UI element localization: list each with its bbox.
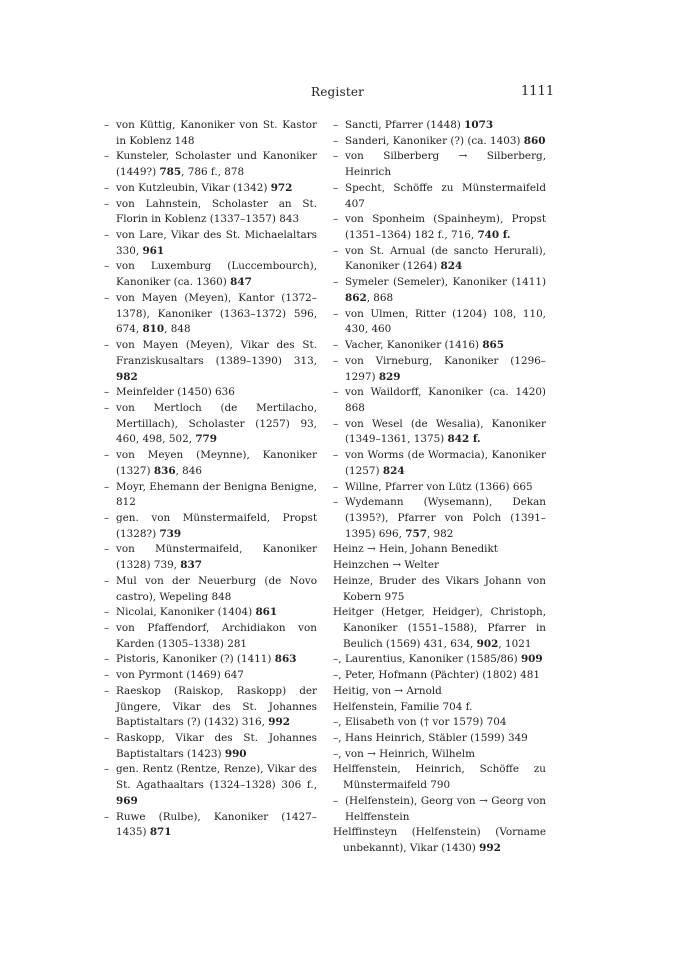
entry-text: Raeskop (Raiskop, Raskopp) der Jüngere, Vikar des St. Johannes Baptistaltars (?) (1432) 316, 992 bbox=[116, 684, 317, 729]
entry-text: Specht, Schöffe zu Münstermaifeld 407 bbox=[345, 181, 546, 210]
index-entry bbox=[104, 762, 317, 809]
entry-dash: –, bbox=[333, 716, 342, 729]
entry-dash: –, bbox=[333, 669, 342, 682]
entry-text: Nicolai, Kanoniker (1404) 861 bbox=[116, 606, 278, 619]
index-entry bbox=[333, 385, 546, 416]
index-entry bbox=[104, 385, 317, 401]
index-entry bbox=[104, 731, 317, 762]
entry-text: Meinfelder (1450) 636 bbox=[116, 386, 235, 399]
index-entry bbox=[104, 197, 317, 228]
index-entry bbox=[333, 307, 546, 338]
index-entry bbox=[333, 558, 546, 574]
entry-dash: – bbox=[104, 810, 110, 823]
index-entry bbox=[104, 181, 317, 197]
entry-text: Laurentius, Kanoniker (1585/86) 909 bbox=[345, 653, 543, 666]
index-entry bbox=[333, 417, 546, 448]
entry-text: Sancti, Pfarrer (1448) 1073 bbox=[345, 119, 494, 131]
entry-text: Pistoris, Kanoniker (?) (1411) 863 bbox=[116, 653, 297, 666]
entry-dash: – bbox=[104, 606, 110, 619]
entry-text: von Luxemburg (Luccembourch), Kanoniker (ca. 1360) 847 bbox=[116, 260, 317, 289]
entry-dash: – bbox=[104, 119, 110, 131]
entry-dash: – bbox=[104, 511, 110, 524]
entry-dash: –, bbox=[333, 653, 342, 666]
index-entry bbox=[333, 495, 546, 542]
index-entry bbox=[333, 181, 546, 212]
index-entry bbox=[333, 448, 546, 479]
entry-dash: –, bbox=[333, 747, 342, 760]
index-entry bbox=[104, 810, 317, 841]
index-entry bbox=[104, 511, 317, 542]
index-entry bbox=[333, 747, 546, 763]
entry-dash: – bbox=[104, 622, 110, 634]
entry-text: gen. Rentz (Rentze, Renze), Vikar des St. Agathaaltars (1324–1328) 306 f., 969 bbox=[116, 763, 317, 807]
index-entry bbox=[104, 338, 317, 385]
entry-text: Raskopp, Vikar des St. Johannes Baptistaltars (1423) 990 bbox=[116, 732, 317, 760]
entry-text: Helffenstein, Heinrich, Schöffe zu Münstermaifeld 790 bbox=[333, 763, 546, 792]
entry-dash: – bbox=[333, 480, 339, 493]
entry-dash: – bbox=[104, 763, 110, 776]
entry-text: Helfenstein, Familie 704 f. bbox=[333, 700, 473, 713]
index-entry bbox=[333, 794, 546, 825]
index-entry bbox=[104, 605, 317, 621]
entry-dash: – bbox=[104, 732, 110, 745]
entry-dash: – bbox=[333, 213, 339, 226]
index-entry bbox=[333, 542, 546, 558]
entry-text: von Lare, Vikar des St. Michaelaltars 330, 961 bbox=[116, 229, 317, 257]
entry-text: Peter, Hofmann (Pächter) (1802) 481 bbox=[345, 669, 540, 682]
entry-dash: – bbox=[104, 386, 110, 399]
entry-dash: – bbox=[104, 684, 110, 697]
entry-dash: – bbox=[104, 291, 110, 304]
entry-text: Heinz → Hein, Johann Benedikt bbox=[333, 543, 498, 556]
entry-dash: – bbox=[104, 197, 110, 210]
entry-text: von Virneburg, Kanoniker (1296–1297) 829 bbox=[345, 354, 546, 383]
entry-dash: – bbox=[104, 181, 110, 194]
index-entry bbox=[104, 149, 317, 180]
entry-text: von Sponheim (Spainheym), Propst (1351–1364) 182 f., 716, 740 f. bbox=[345, 213, 546, 242]
entry-dash: – bbox=[104, 653, 110, 666]
index-entry bbox=[104, 668, 317, 684]
entry-dash: – bbox=[104, 669, 110, 682]
index-entry bbox=[104, 684, 317, 731]
index-entry bbox=[104, 291, 317, 338]
entry-text: Heinze, Bruder des Vikars Johann von Kobern 975 bbox=[333, 574, 546, 603]
entry-text: Wydemann (Wysemann), Dekan (1395?), Pfarrer von Polch (1391–1395) 696, 757, 982 bbox=[345, 496, 546, 540]
entry-text: Heitig, von → Arnold bbox=[333, 684, 442, 697]
entry-dash: – bbox=[333, 119, 339, 131]
index-entry bbox=[333, 605, 546, 652]
entry-text: Mul von der Neuerburg (de Novo castro), Wepeling 848 bbox=[116, 574, 317, 603]
entry-dash: – bbox=[333, 449, 339, 462]
index-entry bbox=[333, 700, 546, 716]
entry-text: Elisabeth von († vor 1579) 704 bbox=[345, 716, 507, 729]
entry-dash: – bbox=[333, 244, 339, 257]
entry-text: von Waildorff, Kanoniker (ca. 1420) 868 bbox=[345, 386, 546, 414]
entry-text: von Küttig, Kanoniker von St. Kastor in Koblenz 148 bbox=[116, 119, 317, 147]
entry-text: von St. Arnual (de sancto Herurali), Kanoniker (1264) 824 bbox=[345, 244, 546, 273]
entry-text: von Pyrmont (1469) 647 bbox=[116, 669, 244, 682]
index-entry bbox=[104, 652, 317, 668]
entry-text: Moyr, Ehemann der Benigna Benigne, 812 bbox=[116, 480, 317, 509]
entry-text: Helffinsteyn (Helfenstein) (Vorname unbekannt), Vikar (1430) 992 bbox=[333, 826, 546, 855]
index-entry bbox=[333, 574, 546, 605]
index-entry bbox=[333, 652, 546, 668]
entry-text: Heinzchen → Welter bbox=[333, 559, 439, 572]
index-column-left bbox=[104, 118, 317, 841]
index-entry bbox=[104, 118, 317, 149]
entry-dash: – bbox=[104, 150, 110, 163]
index-entry bbox=[333, 149, 546, 180]
entry-text: von Worms (de Wormacia), Kanoniker (1257) 824 bbox=[345, 449, 546, 477]
entry-text: von Silberberg → Silberberg, Heinrich bbox=[345, 150, 546, 179]
entry-dash: – bbox=[104, 449, 110, 462]
entry-text: von Lahnstein, Scholaster an St. Florin in Koblenz (1337–1357) 843 bbox=[116, 197, 317, 226]
index-entry bbox=[333, 762, 546, 793]
index-entry bbox=[104, 574, 317, 605]
index-entry bbox=[333, 684, 546, 700]
entry-text: Symeler (Semeler), Kanoniker (1411) 862, 868 bbox=[345, 276, 546, 304]
entry-text: von Kutzleubin, Vikar (1342) 972 bbox=[116, 181, 293, 194]
entry-text: von Meyen (Meynne), Kanoniker (1327) 836, 846 bbox=[116, 449, 317, 477]
entry-dash: – bbox=[104, 339, 110, 352]
running-title: Register bbox=[311, 85, 365, 99]
entry-text: Hans Heinrich, Stäbler (1599) 349 bbox=[345, 732, 528, 745]
entry-dash: – bbox=[333, 276, 339, 289]
entry-text: von Mayen (Meyen), Kantor (1372–1378), Kanoniker (1363–1372) 596, 674, 810, 848 bbox=[116, 291, 317, 336]
entry-dash: – bbox=[104, 480, 110, 493]
index-entry bbox=[333, 275, 546, 306]
entry-dash: – bbox=[333, 134, 339, 147]
entry-text: von Mertloch (de Mertilacho, Mertillach), Scholaster (1257) 93, 460, 498, 502, 779 bbox=[116, 401, 317, 446]
entry-dash: – bbox=[333, 386, 339, 399]
index-column-right bbox=[333, 118, 546, 857]
entry-text: von Ulmen, Ritter (1204) 108, 110, 430, 460 bbox=[345, 307, 546, 336]
index-entry bbox=[104, 480, 317, 511]
entry-dash: – bbox=[104, 401, 110, 414]
index-entry bbox=[333, 715, 546, 731]
entry-dash: – bbox=[333, 181, 339, 194]
index-entry bbox=[333, 354, 546, 385]
entry-text: Kunsteler, Scholaster und Kanoniker (1449?) 785, 786 f., 878 bbox=[116, 150, 317, 179]
entry-dash: – bbox=[333, 339, 339, 352]
entry-text: von Pfaffendorf, Archidiakon von Karden (1305–1338) 281 bbox=[116, 622, 317, 650]
entry-text: von Wesel (de Wesalia), Kanoniker (1349–1361, 1375) 842 f. bbox=[345, 417, 546, 446]
index-entry bbox=[333, 668, 546, 684]
entry-dash: – bbox=[333, 794, 339, 807]
entry-text: Vacher, Kanoniker (1416) 865 bbox=[345, 339, 505, 352]
entry-dash: – bbox=[104, 574, 110, 587]
index-entry bbox=[104, 621, 317, 652]
index-entry bbox=[104, 448, 317, 479]
index-entry bbox=[104, 259, 317, 290]
entry-dash: – bbox=[333, 417, 339, 430]
index-entry bbox=[104, 542, 317, 573]
index-entry bbox=[333, 338, 546, 354]
index-entry bbox=[333, 134, 546, 150]
index-entry bbox=[104, 228, 317, 259]
index-entry bbox=[104, 401, 317, 448]
index-entry bbox=[333, 212, 546, 243]
entry-text: (Helfenstein), Georg von → Georg von Helffenstein bbox=[345, 794, 546, 823]
entry-dash: – bbox=[333, 354, 339, 367]
index-entry bbox=[333, 244, 546, 275]
entry-dash: – bbox=[104, 543, 110, 556]
entry-dash: – bbox=[104, 260, 110, 273]
entry-text: Ruwe (Rulbe), Kanoniker (1427–1435) 871 bbox=[116, 810, 317, 839]
entry-text: von → Heinrich, Wilhelm bbox=[345, 747, 475, 760]
entry-text: von Mayen (Meyen), Vikar des St. Franziskusaltars (1389–1390) 313, 982 bbox=[116, 339, 317, 383]
entry-text: Heitger (Hetger, Heidger), Christoph, Kanoniker (1551–1588), Pfarrer in Beulich (1569) 431, 634, 902, 1021 bbox=[333, 606, 546, 650]
entry-dash: – bbox=[333, 307, 339, 320]
index-entry bbox=[333, 118, 546, 134]
entry-dash: – bbox=[104, 229, 110, 242]
index-entry bbox=[333, 480, 546, 496]
entry-dash: – bbox=[333, 496, 339, 509]
entry-dash: – bbox=[333, 150, 339, 163]
entry-text: Sanderi, Kanoniker (?) (ca. 1403) 860 bbox=[345, 134, 546, 147]
entry-text: Willne, Pfarrer von Lütz (1366) 665 bbox=[345, 480, 533, 493]
index-entry bbox=[333, 825, 546, 856]
page-number: 1111 bbox=[521, 84, 555, 99]
entry-text: von Münstermaifeld, Kanoniker (1328) 739, 837 bbox=[116, 543, 317, 572]
index-entry bbox=[333, 731, 546, 747]
entry-dash: –, bbox=[333, 732, 342, 745]
entry-text: gen. von Münstermaifeld, Propst (1328?) 739 bbox=[116, 511, 317, 540]
